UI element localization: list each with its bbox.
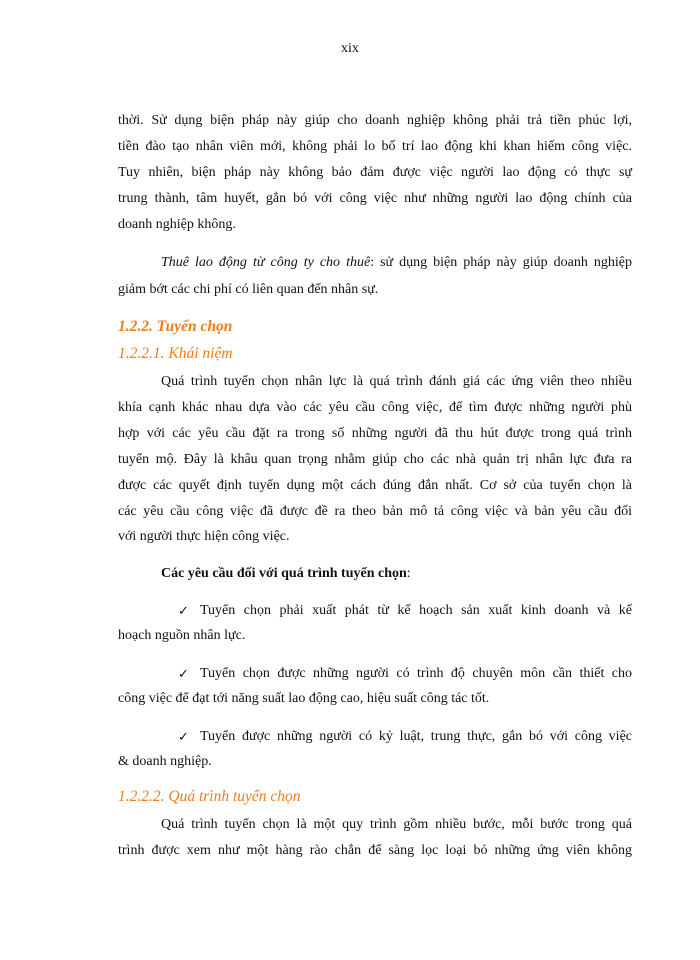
check-icon: ✓ — [178, 666, 189, 681]
body-line: Quá trình tuyển chọn là một quy trình gồm nhiều bước, mỗi bước trong quá — [161, 817, 632, 832]
italic-lead: Thuê lao động từ công ty cho thuê — [161, 255, 371, 270]
body-line: doanh nghiệp không. — [118, 217, 236, 232]
body-line: trung thành, tâm huyết, gắn bó với công việc như những người lao động chính của — [118, 191, 632, 206]
body-line: trình được xem như một hàng rào chắn để sàng lọc loại bỏ những ứng viên không — [118, 843, 632, 858]
page-number: xix — [341, 41, 359, 56]
body-line: Quá trình tuyển chọn nhân lực là quá trình đánh giá các ứng viên theo nhiều — [161, 374, 632, 389]
body-line: Tuy nhiên, biện pháp này không bảo đảm được việc người lao động có thực sự — [118, 165, 632, 180]
body-line: các yêu cầu công việc đã được đề ra theo bản mô tả công việc và bản yêu cầu đối — [118, 504, 632, 519]
body-line-with-italic-lead — [161, 255, 632, 271]
body-line: tiền đào tạo nhân viên mới, không phải lo bố trí lao động khi khan hiếm công việc. — [118, 139, 632, 154]
body-line: với người thực hiện công việc. — [118, 529, 290, 544]
body-line: được các quyết định tuyển dụng một cách đúng đắn nhất. Cơ sở của tuyển chọn là — [118, 478, 632, 493]
requirement-line: công việc để đạt tới năng suất lao động cao, hiệu suất công tác tốt. — [118, 691, 490, 706]
check-icon: ✓ — [178, 729, 189, 744]
section-heading: 1.2.2. Tuyển chọn — [118, 318, 233, 335]
subsection-heading-text: 1.2.2.2. Quá trình tuyển chọn — [118, 788, 301, 805]
requirement-line: Tuyển được những người có kỷ luật, trung thực, gắn bó với công việc — [200, 729, 632, 744]
requirement-line: Tuyển chọn phải xuất phát từ kế hoạch sản xuất kinh doanh và kế — [200, 603, 632, 618]
body-text: : sử dụng biện pháp này giúp doanh nghiệp — [370, 255, 632, 270]
body-line: hợp với các yêu cầu đặt ra trong số những người đã thu hút được trong quá trình — [118, 426, 632, 441]
subsection-heading — [118, 788, 301, 806]
body-line: thời. Sử dụng biện pháp này giúp cho doanh nghiệp không phải trả tiền phúc lợi, — [118, 113, 632, 128]
requirement-line: & doanh nghiệp. — [118, 754, 212, 769]
requirements-colon: : — [406, 566, 411, 581]
subsection-heading: 1.2.2.1. Khái niệm — [118, 345, 233, 362]
requirement-line: Tuyển chọn được những người có trình độ chuyên môn cần thiết cho — [200, 666, 632, 681]
requirements-heading-text: Các yêu cầu đối với quá trình tuyển chọn — [161, 566, 407, 581]
body-line: tuyển mộ. Đây là khâu quan trọng nhằm giúp cho các nhà quản trị nhân lực đưa ra — [118, 452, 632, 467]
check-icon: ✓ — [178, 603, 189, 618]
requirements-heading — [161, 566, 411, 582]
body-line: giảm bớt các chi phí có liên quan đến nhân sự. — [118, 282, 379, 297]
requirement-line: hoạch nguồn nhân lực. — [118, 628, 246, 643]
body-line: khía cạnh khác nhau dựa vào các yêu cầu công việc, để tìm được những người phù — [118, 400, 632, 415]
